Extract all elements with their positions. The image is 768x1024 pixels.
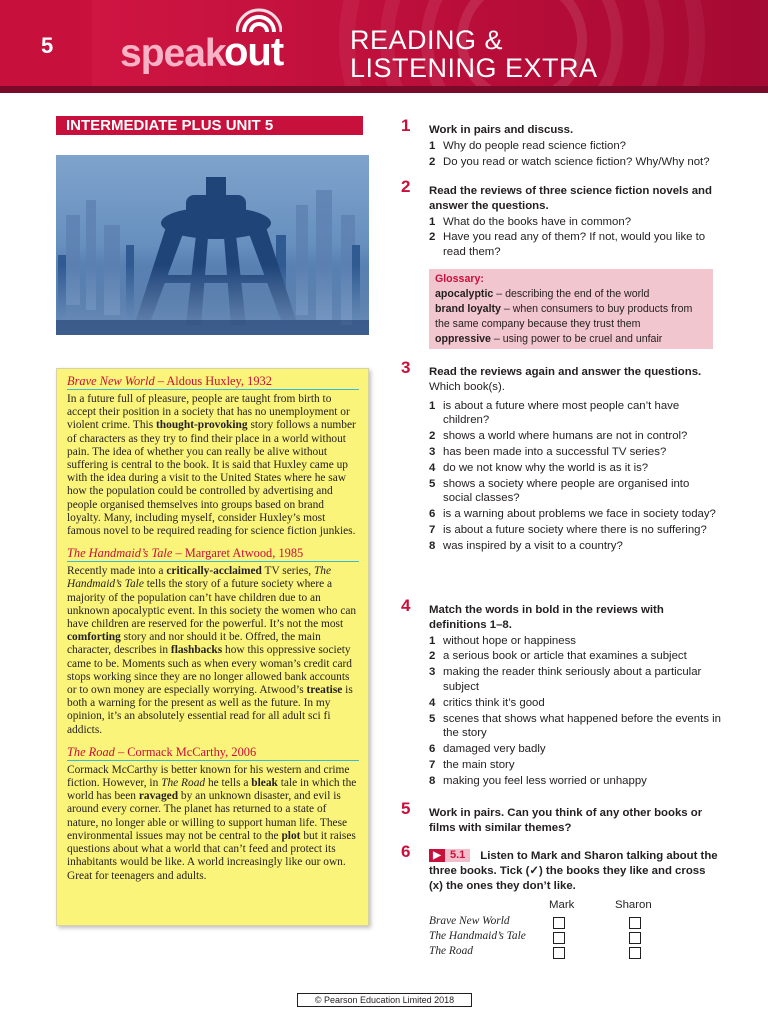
item-text: a serious book or article that examines a subject [443,650,687,663]
bold-keyword: plot [281,829,301,842]
glossary-definition: – when consumers to buy products from the same company because they trust them [435,303,693,330]
question-number: 2 [401,177,411,196]
question-5 [401,799,721,836]
question-3 [401,358,721,554]
review-author: – Aldous Huxley, 1932 [154,374,272,388]
review-title [67,374,359,390]
header-title-line1: READING & [350,25,504,55]
item-number: 8 [429,539,436,552]
review-title [67,546,359,562]
list-item [429,461,721,476]
review-body [67,565,359,737]
mark-checkbox[interactable] [553,947,565,959]
unit-label: INTERMEDIATE PLUS UNIT 5 [56,116,363,135]
header-title-line2: LISTENING EXTRA [350,53,598,83]
item-text: What do the books have in common? [443,215,632,228]
mark-checkbox[interactable] [553,932,565,944]
item-number: 5 [429,712,436,725]
tick-row-label: The Handmaid’s Tale [429,930,526,942]
bold-keyword: bleak [251,777,278,790]
audio-track-number[interactable]: 5.1 [445,849,470,862]
item-text: has been made into a successful TV series? [443,445,667,458]
list-item [429,215,721,230]
glossary-definition: – describing the end of the world [493,288,650,300]
review-text: how this oppressive society came to be. Moments such as when every woman’s credit card stops working since they are no longer allowed bank accounts or to own money are especially worrying. Atwood’s [67,644,352,697]
item-number: 1 [429,399,436,412]
question-instruction [429,849,721,893]
list-item [429,649,721,664]
item-number: 2 [429,650,436,663]
list-item [429,507,721,522]
question-items [429,139,721,170]
question-4 [401,596,721,789]
review-text: Recently made into a [67,565,167,578]
item-number: 4 [429,696,436,709]
list-item [429,696,721,711]
item-text: is about a future where most people can’t have children? [443,399,680,427]
tick-row-label: The Road [429,945,473,957]
review-book-title: The Road [67,744,115,759]
glossary-term: oppressive [435,333,491,345]
item-number: 2 [429,155,436,168]
question-subtext: Which book(s). [429,380,505,393]
futuristic-city-image [56,155,369,335]
item-number: 7 [429,758,436,771]
question-instruction: Work in pairs. Can you think of any other books or films with similar themes? [429,807,703,834]
item-text: making the reader think seriously about a particular subject [443,666,702,693]
review-text: TV series, [261,565,314,578]
item-number: 5 [429,477,436,490]
tick-row-label: Brave New World [429,915,510,927]
item-text: Why do people read science fiction? [443,139,626,152]
sharon-checkbox[interactable] [629,932,641,944]
list-item [429,155,721,170]
logo-out-text: out [224,30,284,74]
item-text: Have you read any of them? If not, would you like to read them? [443,231,706,259]
item-text: scenes that shows what happened before the events in the story [443,712,721,740]
italic-title: The Road [161,777,206,790]
sharon-checkbox[interactable] [629,917,641,929]
speaker-waves-icon [236,8,282,34]
item-number: 7 [429,523,436,536]
sharon-checkbox[interactable] [629,947,641,959]
review-book-title: Brave New World [67,374,155,388]
question-instruction: Read the reviews of three science fiction novels and answer the questions. [429,185,712,212]
glossary-term: apocalyptic [435,288,494,300]
item-text: shows a world where humans are not in control? [443,430,688,443]
review-book-title: The Handmaid’s Tale [67,546,173,561]
unit-number: 5 [41,33,54,58]
glossary-box [429,269,713,349]
question-number: 3 [401,358,411,377]
mark-checkbox[interactable] [553,917,565,929]
list-item [429,712,721,742]
question-1 [401,116,721,169]
item-number: 4 [429,461,436,474]
header-bar [0,0,768,93]
item-text: making you feel less worried or unhappy [443,774,647,787]
item-number: 6 [429,743,436,756]
list-item [429,665,721,695]
review-text: he tells a [205,777,252,790]
list-item [429,429,721,444]
item-number: 1 [429,215,436,228]
question-instruction-text: Listen to Mark and Sharon talking about the three books. Tick (✓) the books they like and cross (x) the ones they don’t like. [429,850,718,892]
review-body [67,764,359,883]
bold-keyword: flashbacks [170,644,223,657]
play-icon[interactable]: ▶ [429,849,445,862]
glossary-entry [435,302,707,332]
review-text: tale in which the world has been [67,777,357,803]
item-number: 6 [429,508,436,521]
review-title [67,745,359,761]
question-number: 5 [401,799,411,818]
question-instruction: Read the reviews again and answer the questions. [429,366,702,378]
item-number: 1 [429,139,436,152]
list-item [429,539,721,554]
italic-title: The Handmaid’s Tale [67,565,332,591]
bold-keyword: ravaged [138,790,179,803]
item-text: critics think it’s good [443,696,545,709]
question-number: 6 [401,842,411,861]
item-text: is a warning about problems we face in society today? [443,508,716,521]
bold-keyword: thought-provoking [156,419,248,432]
question-2 [401,177,721,260]
bold-keyword: critically-acclaimed [166,565,262,578]
question-number: 4 [401,596,411,615]
list-item [429,399,721,429]
header-stripe [0,86,768,93]
item-text: the main story [443,758,515,771]
column-header-sharon: Sharon [615,899,652,911]
list-item [429,774,721,789]
item-text: do we not know why the world is as it is? [443,461,649,474]
item-text: was inspired by a visit to a country? [443,539,623,552]
review-text: but it raises questions about what a world that can’t feed and protect its inhabitants would be like. A world increasingly like our own. Great for teenagers and adults. [67,829,356,882]
item-text: shows a society where people are organised into social classes? [443,477,690,505]
header-title [350,26,598,82]
question-instruction: Work in pairs and discuss. [429,124,574,136]
review-text: tells the story of a future society where a majority of the population can’t have children due to an unknown apocalyptic event. In this society the women who can have children are reserved for the powerful. It’s not the most [67,578,357,631]
list-item [429,445,721,460]
item-number: 3 [429,445,436,458]
bold-keyword: treatise [306,684,343,697]
item-number: 8 [429,774,436,787]
column-header-mark: Mark [549,899,575,911]
review-text: Cormack McCarthy is better known for his western and crime fiction. However, in [67,763,350,790]
glossary-term: brand loyalty [435,303,501,315]
list-item [429,523,721,538]
glossary-entry [435,332,707,347]
review-text: story and nor should it be. Offred, the main character, describes in [67,631,321,657]
unit-number-box [0,0,92,93]
list-item [429,230,721,260]
glossary-entry [435,287,707,302]
item-text: is about a future society where there is no suffering? [443,523,707,536]
copyright-footer: © Pearson Education Limited 2018 [297,993,472,1007]
review-text: In a future full of pleasure, people are taught from birth to accept their position in a society that has no unemployment or violent crime. This [67,393,350,432]
list-item [429,742,721,757]
question-items [429,634,721,789]
item-text: damaged very badly [443,743,546,756]
item-text: without hope or happiness [443,634,576,647]
review-body [67,393,359,538]
review-text: by an unknown disaster, and evil is around every corner. The planet has returned to a state of nature, no longer able or willing to support human life. These environmental issues may not be central to the [67,790,348,842]
item-number: 2 [429,430,436,443]
review-author: – Margaret Atwood, 1985 [172,546,304,561]
question-number: 1 [401,116,411,135]
logo-speak-text: speak [120,32,226,75]
item-number: 3 [429,666,436,679]
question-instruction: Match the words in bold in the reviews with definitions 1–8. [429,604,664,631]
bold-keyword: comforting [67,631,121,644]
question-items [429,399,721,554]
glossary-definition: – using power to be cruel and unfair [490,333,663,345]
review-text: story follows a number of characters as they try to find their place in a world without pain. The idea of whether you can really be alive without suffering is central to the book. It is said that Huxley came up with the idea during a visit to the United States where he saw how the population could be controlled by advertising and people organised themselves into groups based on brand loyalty. Many, including myself, consider Huxley’s most famous novel to be required reading for science fiction junkies. [67,419,356,538]
glossary-title: Glossary: [435,273,484,285]
list-item [429,477,721,507]
review-author: – Cormack McCarthy, 2006 [114,744,257,759]
list-item [429,758,721,773]
item-number: 2 [429,231,436,244]
glossary-entries [435,287,707,347]
list-item [429,634,721,649]
question-items [429,215,721,260]
item-text: Do you read or watch science fiction? Why/Why not? [443,155,710,168]
reviews-panel [56,368,369,926]
question-6 [401,842,721,893]
list-item [429,139,721,154]
review-text: is both a warning for the present as well as the future. In my opinion, it’s an absolutely essential read for all adult sci fi addicts. [67,684,353,736]
item-number: 1 [429,634,436,647]
